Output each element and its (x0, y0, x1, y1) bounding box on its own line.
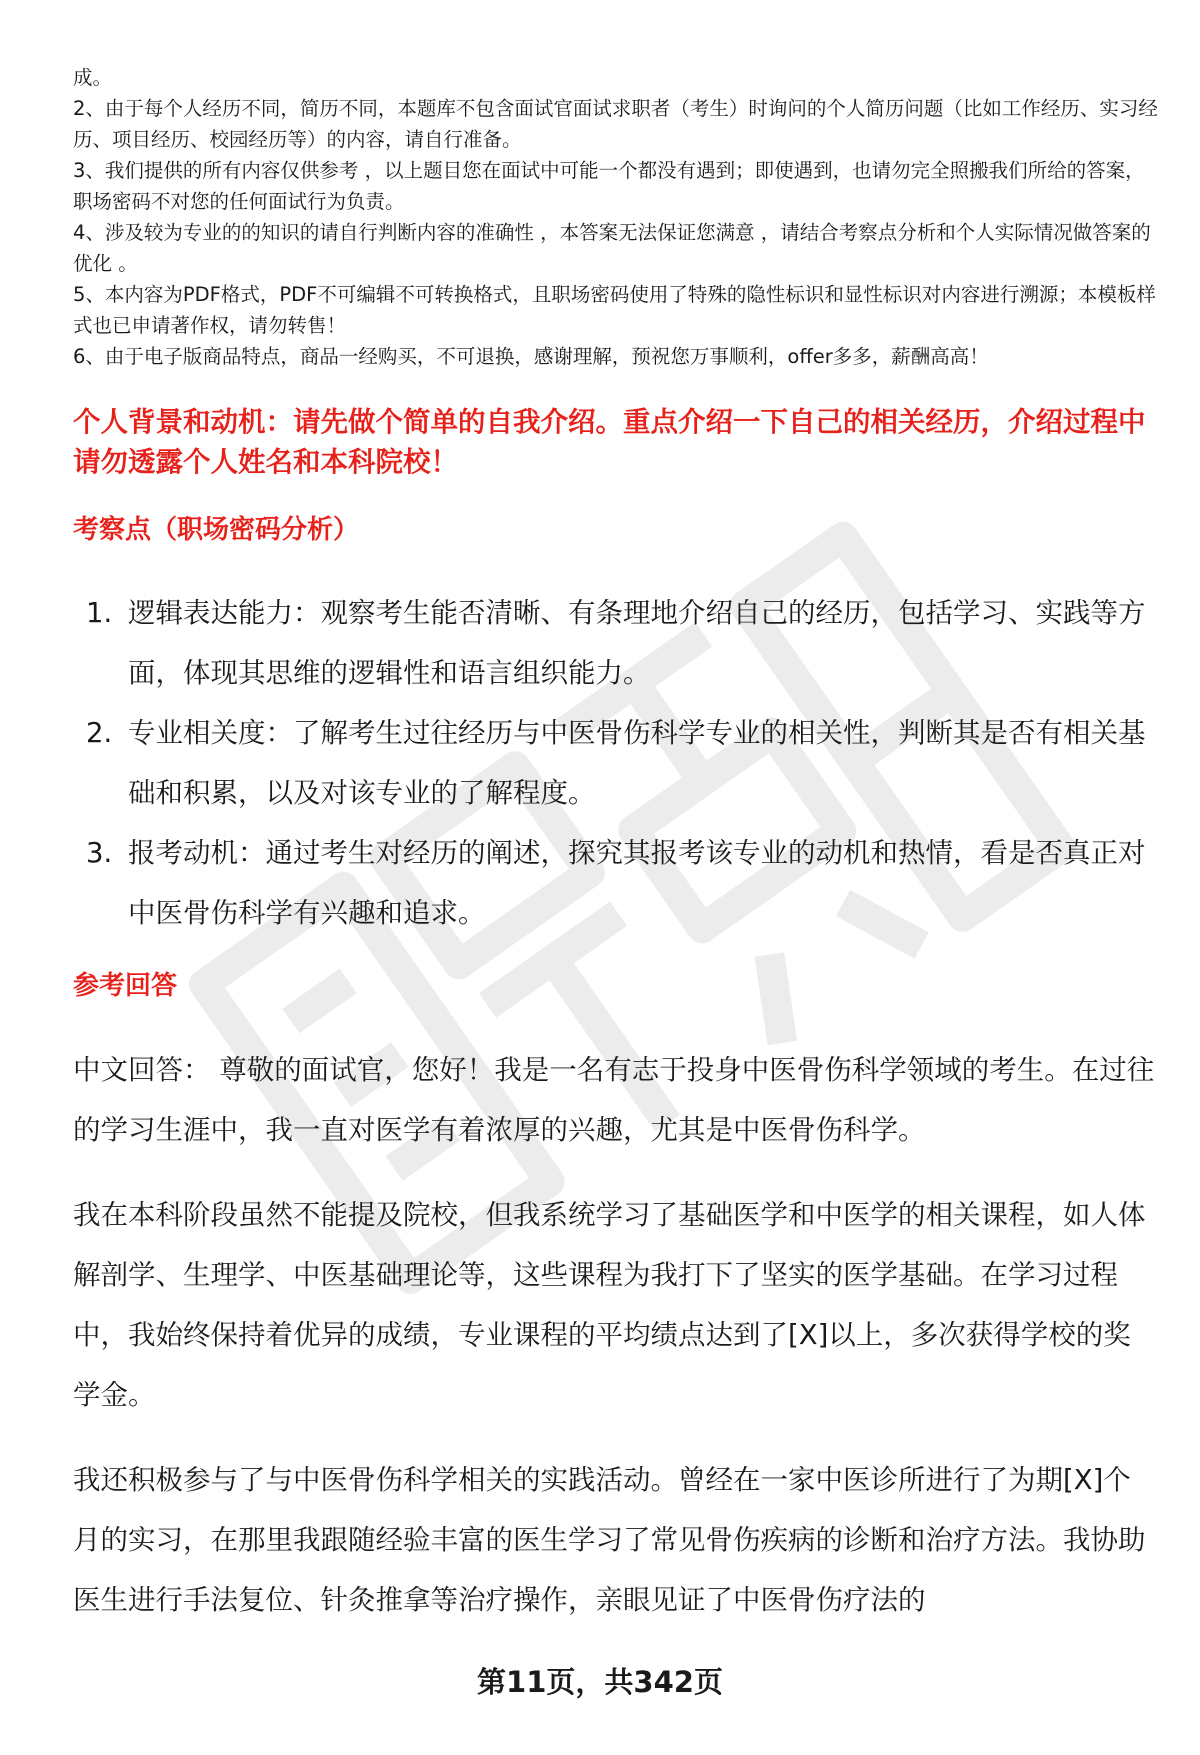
notice-item: 成。 (73, 66, 113, 89)
question-title: 个人背景和动机：请先做个简单的自我介绍。重点介绍一下自己的相关经历，介绍过程中请勿透露个人姓名和本科院校！ (73, 406, 1146, 478)
list-item (86, 583, 1161, 703)
notice-item: 6、由于电子版商品特点，商品一经购买，不可退换，感谢理解，预祝您万事顺利，offer多多，薪酬高高！ (73, 345, 989, 368)
assessment-points-title: 考察点（职场密码分析） (73, 515, 360, 545)
answer-paragraph: 我在本科阶段虽然不能提及院校，但我系统学习了基础医学和中医学的相关课程，如人体解剖学、生理学、中医基础理论等，这些课程为我打下了坚实的医学基础。在学习过程中，我始终保持着优异的成绩，专业课程的平均绩点达到了[X]以上，多次获得学校的奖学金。 (73, 1199, 1146, 1411)
list-item (86, 823, 1161, 943)
list-item-number: 3. (86, 837, 113, 869)
list-item (86, 703, 1161, 823)
list-item-number: 2. (86, 717, 113, 749)
list-item-text: 专业相关度：了解考生过往经历与中医骨伤科学专业的相关性，判断其是否有相关基础和积累，以及对该专业的了解程度。 (128, 717, 1146, 809)
notice-item: 2、由于每个人经历不同，简历不同，本题库不包含面试官面试求职者（考生）时询问的个人简历问题（比如工作经历、实习经历、项目经历、校园经历等）的内容，请自行准备。 (73, 97, 1158, 151)
list-item-text: 报考动机：通过考生对经历的阐述，探究其报考该专业的动机和热情，看是否真正对中医骨伤科学有兴趣和追求。 (128, 837, 1146, 929)
list-item-number: 1. (86, 597, 113, 629)
assessment-points-list (86, 583, 1161, 943)
page-number: 第11页，共342页 (477, 1665, 723, 1699)
list-item-text: 逻辑表达能力：观察考生能否清晰、有条理地介绍自己的经历，包括学习、实践等方面，体现其思维的逻辑性和语言组织能力。 (128, 597, 1146, 689)
notice-item: 5、本内容为PDF格式，PDF不可编辑不可转换格式，且职场密码使用了特殊的隐性标识和显性标识对内容进行溯源；本模板样式也已申请著作权，请勿转售！ (73, 283, 1156, 337)
reference-answer-title: 参考回答 (73, 971, 178, 1001)
answer-paragraph: 中文回答： 尊敬的面试官，您好！我是一名有志于投身中医骨伤科学领域的考生。在过往的学习生涯中，我一直对医学有着浓厚的兴趣，尤其是中医骨伤科学。 (73, 1054, 1155, 1146)
answer-paragraph: 我还积极参与了与中医骨伤科学相关的实践活动。曾经在一家中医诊所进行了为期[X]个月的实习，在那里我跟随经验丰富的医生学习了常见骨伤疾病的诊断和治疗方法。我协助医生进行手法复位、针灸推拿等治疗操作，亲眼见证了中医骨伤疗法的 (73, 1464, 1146, 1616)
notice-list (73, 62, 1158, 372)
notice-item: 3、我们提供的所有内容仅供参考 ，以上题目您在面试中可能一个都没有遇到；即使遇到，也请勿完全照搬我们所给的答案，职场密码不对您的任何面试行为负责。 (73, 159, 1145, 213)
notice-item: 4、涉及较为专业的的知识的请自行判断内容的准确性 ，本答案无法保证您满意 ，请结合考察点分析和个人实际情况做答案的优化 。 (73, 221, 1151, 275)
